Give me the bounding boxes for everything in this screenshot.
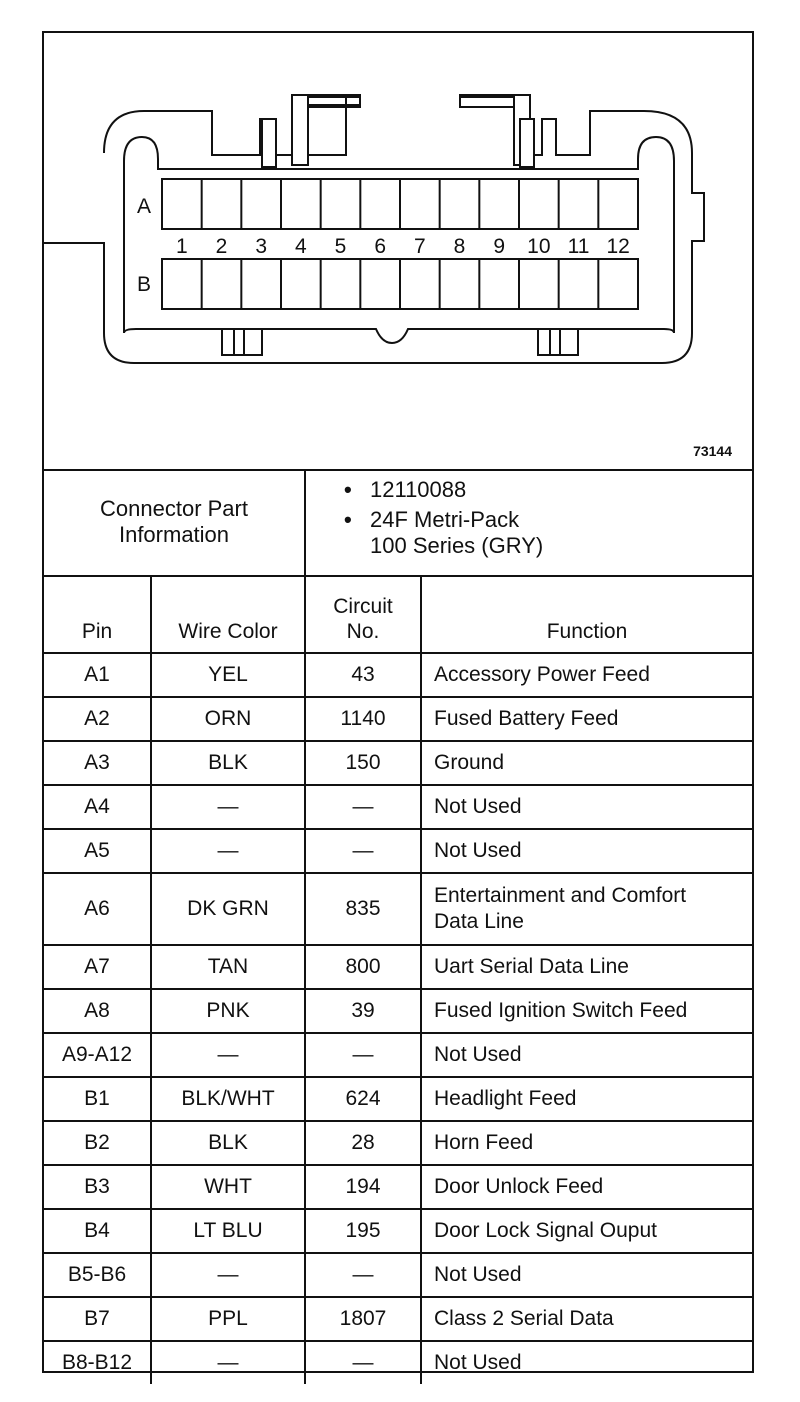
bullet-icon: • xyxy=(344,507,352,532)
info-label-line2: Information xyxy=(118,522,230,547)
pin-number-label: 1 xyxy=(175,235,188,258)
function-cell: Not Used xyxy=(421,829,752,873)
circuit-cell: — xyxy=(305,829,421,873)
pin-cell: A7 xyxy=(44,945,151,989)
table-row xyxy=(44,1253,752,1297)
row-a-label: A xyxy=(136,195,152,218)
wire-color-cell: YEL xyxy=(151,653,305,697)
info-list-item xyxy=(306,477,746,503)
pin-cell: A5 xyxy=(44,829,151,873)
table-row xyxy=(44,1077,752,1121)
wire-color-cell: LT BLU xyxy=(151,1209,305,1253)
circuit-cell: 28 xyxy=(305,1121,421,1165)
pin-cell: B2 xyxy=(44,1121,151,1165)
connector-face-drawing xyxy=(44,33,752,469)
table-row xyxy=(44,989,752,1033)
circuit-cell: — xyxy=(305,1253,421,1297)
table-row xyxy=(44,741,752,785)
pin-number-label: 2 xyxy=(215,235,228,258)
wire-color-cell: TAN xyxy=(151,945,305,989)
connector-type: 24F Metri-Pack 100 Series (GRY) xyxy=(370,507,544,558)
connector-info-label xyxy=(44,469,306,575)
function-cell: Fused Battery Feed xyxy=(421,697,752,741)
circuit-cell: 39 xyxy=(305,989,421,1033)
table-row xyxy=(44,945,752,989)
pin-cell: A2 xyxy=(44,697,151,741)
pin-cell: B5-B6 xyxy=(44,1253,151,1297)
pin-table-body xyxy=(44,653,752,1384)
pin-cell: B1 xyxy=(44,1077,151,1121)
pin-number-label: 10 xyxy=(527,235,551,258)
connector-info-list xyxy=(306,477,746,563)
table-row xyxy=(44,829,752,873)
function-cell: Not Used xyxy=(421,1253,752,1297)
function-cell: Headlight Feed xyxy=(421,1077,752,1121)
circuit-cell: 194 xyxy=(305,1165,421,1209)
connector-sheet xyxy=(42,31,754,1373)
function-cell: Door Unlock Feed xyxy=(421,1165,752,1209)
pin-number-label: 4 xyxy=(294,235,307,258)
table-row xyxy=(44,1121,752,1165)
table-row xyxy=(44,1165,752,1209)
wire-color-cell: — xyxy=(151,829,305,873)
pin-cell: A1 xyxy=(44,653,151,697)
pin-number-label: 12 xyxy=(606,235,630,258)
function-cell: Not Used xyxy=(421,1341,752,1384)
wire-color-cell: WHT xyxy=(151,1165,305,1209)
pin-cell: A3 xyxy=(44,741,151,785)
table-row xyxy=(44,1297,752,1341)
wire-color-cell: BLK xyxy=(151,741,305,785)
info-label-line1: Connector Part xyxy=(100,496,248,521)
table-row xyxy=(44,697,752,741)
pin-cell: B7 xyxy=(44,1297,151,1341)
header-function: Function xyxy=(421,575,752,653)
circuit-cell: — xyxy=(305,1341,421,1384)
function-cell: Accessory Power Feed xyxy=(421,653,752,697)
circuit-cell: 43 xyxy=(305,653,421,697)
circuit-cell: 195 xyxy=(305,1209,421,1253)
circuit-cell: 624 xyxy=(305,1077,421,1121)
row-b-label: B xyxy=(136,273,152,296)
circuit-cell: 1140 xyxy=(305,697,421,741)
pin-table xyxy=(44,575,752,1384)
pin-table-header xyxy=(44,575,752,653)
header-circuit-no: Circuit No. xyxy=(305,575,421,653)
circuit-cell: 1807 xyxy=(305,1297,421,1341)
table-row xyxy=(44,1209,752,1253)
pin-number-label: 6 xyxy=(374,235,387,258)
circuit-cell: 835 xyxy=(305,873,421,945)
connector-diagram xyxy=(44,33,752,471)
bullet-icon: • xyxy=(344,477,352,502)
header-wire-color: Wire Color xyxy=(151,575,305,653)
pin-cell: A6 xyxy=(44,873,151,945)
pin-number-label: 9 xyxy=(493,235,506,258)
circuit-cell: 800 xyxy=(305,945,421,989)
connector-part-information xyxy=(44,469,752,577)
function-cell: Ground xyxy=(421,741,752,785)
function-cell: Not Used xyxy=(421,785,752,829)
function-cell: Fused Ignition Switch Feed xyxy=(421,989,752,1033)
wire-color-cell: PPL xyxy=(151,1297,305,1341)
function-cell: Class 2 Serial Data xyxy=(421,1297,752,1341)
wire-color-cell: BLK/WHT xyxy=(151,1077,305,1121)
circuit-cell: — xyxy=(305,1033,421,1077)
pin-number-label: 11 xyxy=(567,235,590,258)
wire-color-cell: DK GRN xyxy=(151,873,305,945)
header-pin: Pin xyxy=(44,575,151,653)
table-row xyxy=(44,785,752,829)
table-row xyxy=(44,1341,752,1384)
pin-cell: B3 xyxy=(44,1165,151,1209)
pin-cell: A8 xyxy=(44,989,151,1033)
pin-number-label: 7 xyxy=(413,235,426,258)
function-cell: Horn Feed xyxy=(421,1121,752,1165)
pin-cell: A4 xyxy=(44,785,151,829)
wire-color-cell: ORN xyxy=(151,697,305,741)
function-cell: Entertainment and Comfort Data Line xyxy=(421,873,752,945)
table-row xyxy=(44,653,752,697)
figure-id: 73144 xyxy=(693,443,732,459)
part-number: 12110088 xyxy=(370,477,467,502)
function-cell: Uart Serial Data Line xyxy=(421,945,752,989)
table-row xyxy=(44,1033,752,1077)
pin-cell: B8-B12 xyxy=(44,1341,151,1384)
circuit-cell: 150 xyxy=(305,741,421,785)
wire-color-cell: — xyxy=(151,785,305,829)
wire-color-cell: PNK xyxy=(151,989,305,1033)
function-cell: Door Lock Signal Ouput xyxy=(421,1209,752,1253)
info-list-item xyxy=(306,507,746,559)
pin-number-label: 8 xyxy=(453,235,466,258)
pin-number-label: 5 xyxy=(334,235,347,258)
wire-color-cell: — xyxy=(151,1341,305,1384)
wire-color-cell: — xyxy=(151,1253,305,1297)
pin-cell: B4 xyxy=(44,1209,151,1253)
table-row xyxy=(44,873,752,945)
function-cell: Not Used xyxy=(421,1033,752,1077)
pin-number-label: 3 xyxy=(255,235,268,258)
circuit-cell: — xyxy=(305,785,421,829)
pin-cell: A9-A12 xyxy=(44,1033,151,1077)
wire-color-cell: BLK xyxy=(151,1121,305,1165)
wire-color-cell: — xyxy=(151,1033,305,1077)
